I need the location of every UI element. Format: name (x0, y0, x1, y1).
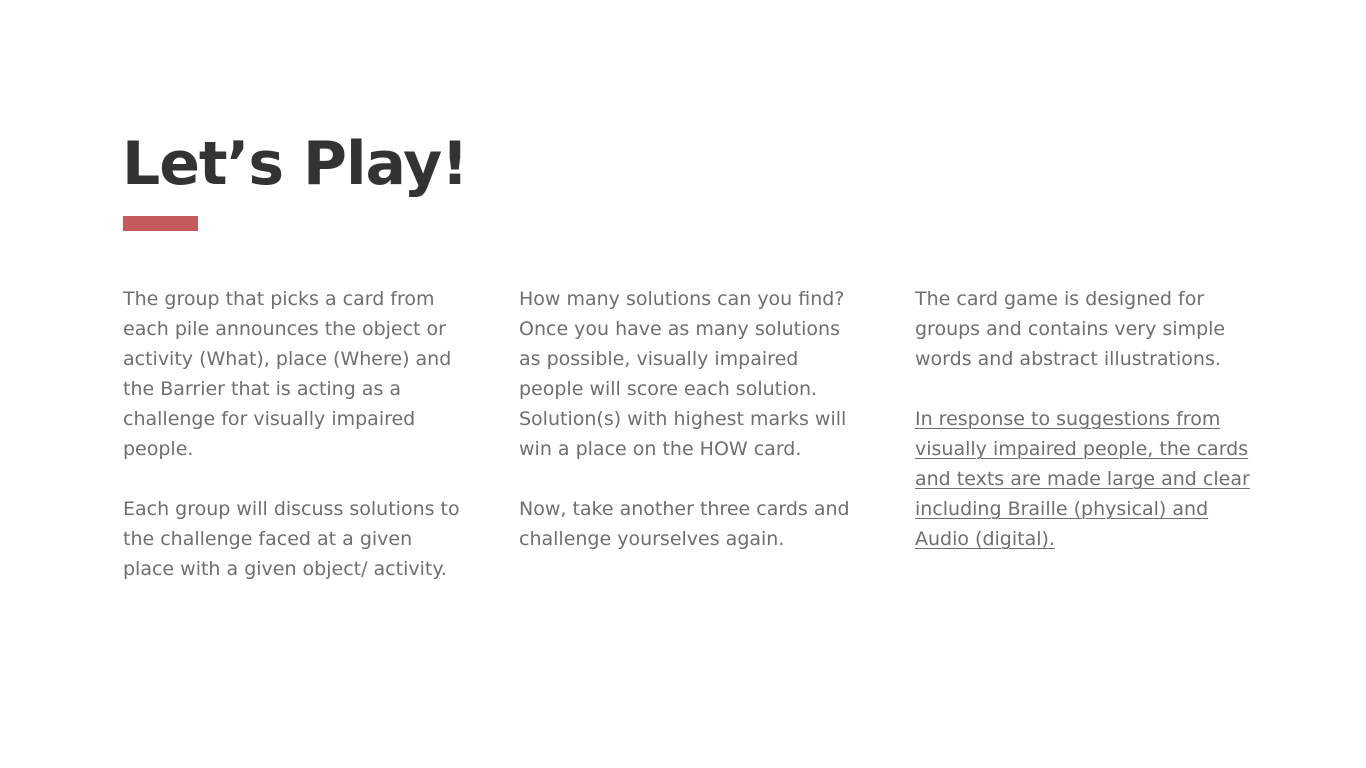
paragraph-group-discussion: Each group will discuss solutions to the challenge faced at a given place with a given object/ activity. (123, 498, 460, 580)
text-column-left (123, 284, 463, 584)
page-title: Let’s Play! (122, 129, 468, 199)
paragraph-card-pick: The group that picks a card from each pile announces the object or activity (What), place (Where) and the Barrier that is acting as a challenge for visually impaired people. (123, 288, 452, 460)
accessibility-link[interactable]: In response to suggestions from visually impaired people, the cards and texts are made large and clear including Braille (physical) and Audio (digital). (915, 408, 1250, 550)
paragraph-game-design: The card game is designed for groups and contains very simple words and abstract illustrations. (915, 288, 1226, 370)
paragraph-play-again: Now, take another three cards and challenge yourselves again. (519, 498, 850, 550)
text-column-right (915, 284, 1255, 554)
paragraph-scoring: Once you have as many solutions as possible, visually impaired people will score each solution. Solution(s) with highest marks will win a place on the HOW card. (519, 318, 847, 460)
title-accent-bar (123, 216, 198, 231)
text-column-middle (519, 284, 859, 554)
accessibility-paragraph (915, 404, 1255, 554)
paragraph-solutions-question: How many solutions can you find? (519, 288, 845, 310)
